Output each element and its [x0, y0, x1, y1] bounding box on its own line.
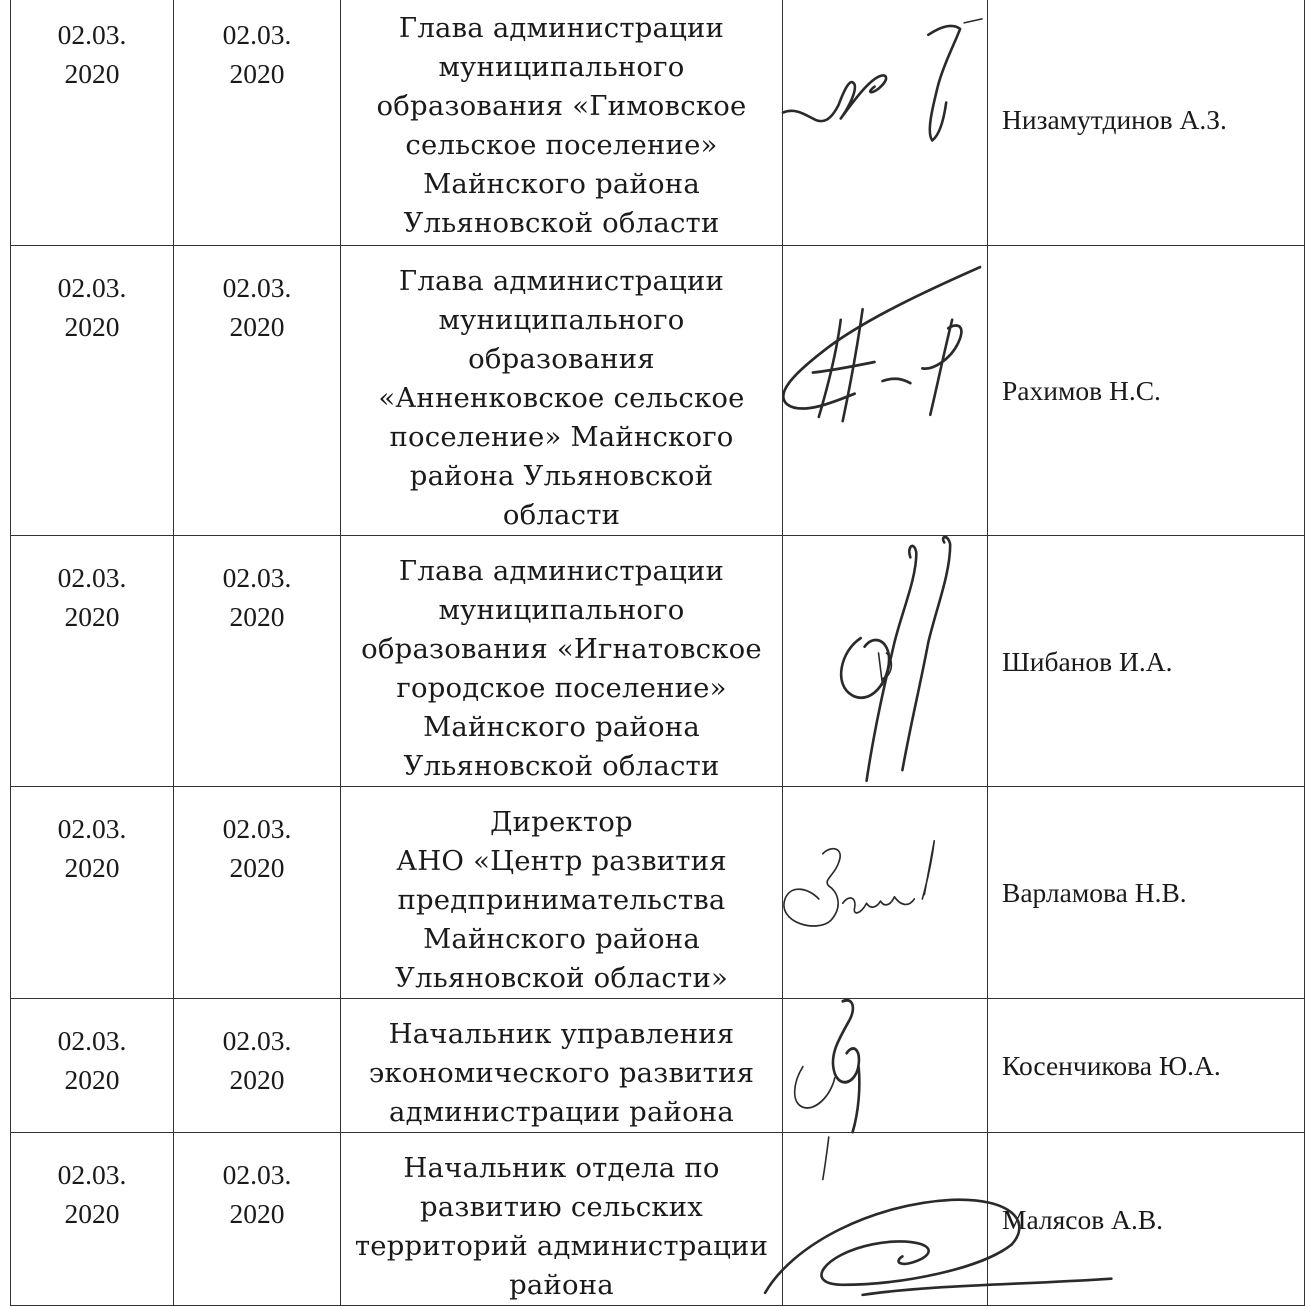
- date-signed: 02.03. 2020: [222, 813, 292, 883]
- handwritten-signature: [783, 1133, 987, 1305]
- document-page: [10, 0, 1304, 1301]
- date-signed: 02.03. 2020: [222, 1025, 292, 1095]
- date-signed: 02.03. 2020: [222, 1159, 292, 1229]
- signatory-name: Шибанов И.А.: [1002, 645, 1173, 677]
- date-received: 02.03. 2020: [57, 1025, 127, 1095]
- date-received-cell: [11, 787, 174, 999]
- signatory-name: Варламова Н.В.: [1002, 877, 1187, 908]
- signatory-name: Косенчикова Ю.А.: [1002, 1050, 1221, 1081]
- date-received-cell: [11, 1133, 174, 1306]
- position-cell: [341, 246, 783, 536]
- position-title: Глава администрации муниципального образования «Игнатовское городское поселение» Майнского района Ульяновской области: [361, 555, 762, 782]
- date-received: 02.03. 2020: [57, 562, 127, 632]
- date-signed-cell: [174, 1133, 341, 1306]
- position-cell: [341, 0, 783, 246]
- date-received-cell: [11, 999, 174, 1133]
- signatory-name-cell: [988, 1133, 1305, 1306]
- approval-table: [10, 0, 1305, 1306]
- handwritten-signature: [783, 999, 987, 1132]
- table-row: [11, 1133, 1305, 1306]
- date-received: 02.03. 2020: [57, 19, 127, 89]
- position-title: Глава администрации муниципального образования «Анненковское сельское поселение» Майнского района Ульяновской области: [378, 265, 745, 531]
- signature-cell: [783, 0, 988, 246]
- signatory-name: Рахимов Н.С.: [1002, 375, 1161, 406]
- handwritten-signature: [783, 246, 987, 535]
- handwritten-signature: [783, 0, 987, 245]
- position-title: Начальник отдела по развитию сельских территорий администрации района: [354, 1152, 769, 1301]
- signatory-name-cell: [988, 0, 1305, 246]
- date-signed: 02.03. 2020: [222, 19, 292, 89]
- signatory-name-cell: [988, 999, 1305, 1133]
- handwritten-signature: [783, 787, 987, 998]
- position-cell: [341, 536, 783, 787]
- date-signed-cell: [174, 246, 341, 536]
- signatory-name-cell: [988, 536, 1305, 787]
- date-received: 02.03. 2020: [57, 813, 127, 883]
- signature-cell: [783, 1133, 988, 1306]
- signatory-name: Низамутдинов А.З.: [1002, 103, 1227, 135]
- position-title: Директор АНО «Центр развития предпринимательства Майнского района Ульяновской области»: [395, 806, 728, 994]
- position-cell: [341, 787, 783, 999]
- table-row: [11, 999, 1305, 1133]
- table-row: [11, 536, 1305, 787]
- table-row: [11, 0, 1305, 246]
- signature-cell: [783, 536, 988, 787]
- position-cell: [341, 1133, 783, 1306]
- signatory-name-cell: [988, 246, 1305, 536]
- signature-cell: [783, 787, 988, 999]
- date-received: 02.03. 2020: [57, 272, 127, 342]
- date-received-cell: [11, 0, 174, 246]
- signature-cell: [783, 246, 988, 536]
- date-signed-cell: [174, 999, 341, 1133]
- date-signed-cell: [174, 536, 341, 787]
- table-row: [11, 787, 1305, 999]
- position-title: Начальник управления экономического развития администрации района: [368, 1018, 755, 1128]
- position-cell: [341, 999, 783, 1133]
- table-row: [11, 246, 1305, 536]
- position-title: Глава администрации муниципального образования «Гимовское сельское поселение» Майнского района Ульяновской области: [376, 12, 747, 239]
- handwritten-signature: [783, 536, 987, 786]
- date-received-cell: [11, 536, 174, 787]
- date-signed: 02.03. 2020: [222, 272, 292, 342]
- signatory-name: Малясов А.В.: [1002, 1203, 1164, 1235]
- date-signed-cell: [174, 787, 341, 999]
- signature-cell: [783, 999, 988, 1133]
- signatory-name-cell: [988, 787, 1305, 999]
- date-signed: 02.03. 2020: [222, 562, 292, 632]
- date-received: 02.03. 2020: [57, 1159, 127, 1229]
- date-received-cell: [11, 246, 174, 536]
- date-signed-cell: [174, 0, 341, 246]
